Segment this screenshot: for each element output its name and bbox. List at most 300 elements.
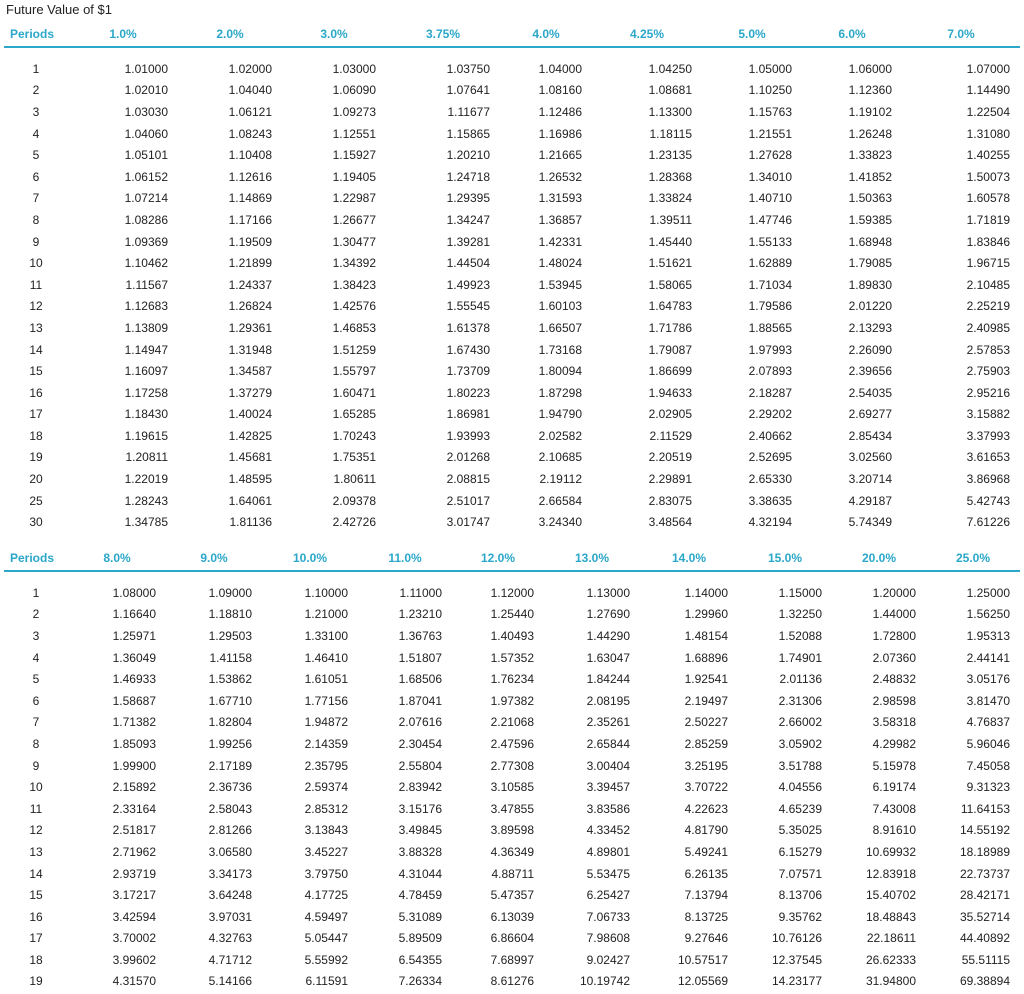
- value-cell: 1.27690: [586, 607, 630, 622]
- period-cell: 10: [29, 780, 43, 795]
- value-cell: 5.74349: [848, 515, 892, 530]
- value-cell: 1.68506: [398, 672, 442, 687]
- value-cell: 1.20811: [125, 450, 168, 465]
- value-cell: 3.37993: [966, 428, 1010, 443]
- value-cell: 1.94633: [648, 385, 692, 400]
- value-cell: 6.26135: [684, 866, 728, 881]
- value-cell: 3.20714: [848, 472, 892, 487]
- value-cell: 1.53862: [208, 672, 252, 687]
- value-cell: 1.48024: [538, 256, 582, 271]
- table-row: [4, 884, 1020, 906]
- value-cell: 1.09273: [332, 104, 376, 119]
- value-cell: 15.40702: [865, 888, 916, 903]
- value-cell: 9.02427: [586, 952, 630, 967]
- value-cell: 22.18611: [866, 931, 916, 946]
- value-cell: 1.18810: [208, 607, 252, 622]
- table-row: [4, 841, 1020, 863]
- value-cell: 28.42171: [959, 888, 1010, 903]
- value-cell: 2.77308: [490, 758, 534, 773]
- value-cell: 1.12360: [848, 83, 892, 98]
- value-cell: 4.36349: [490, 844, 534, 859]
- table-row: [4, 209, 1020, 231]
- value-cell: 2.19112: [539, 472, 582, 487]
- value-cell: 1.36049: [112, 650, 156, 665]
- table-row: [4, 360, 1020, 382]
- table-row: [4, 339, 1020, 361]
- value-cell: 1.31948: [228, 342, 272, 357]
- periods-header: Periods: [4, 546, 68, 571]
- value-cell: 1.25000: [966, 585, 1010, 600]
- value-cell: 4.29187: [848, 493, 892, 508]
- table-row: [4, 928, 1020, 950]
- period-cell: 8: [32, 736, 40, 751]
- rate-header: 12.0%: [452, 546, 544, 571]
- value-cell: 1.40024: [228, 407, 272, 422]
- value-cell: 4.76837: [966, 715, 1010, 730]
- value-cell: 2.39656: [848, 364, 892, 379]
- value-cell: 26.62333: [865, 952, 916, 967]
- value-cell: 1.15865: [446, 126, 490, 141]
- value-cell: 1.11567: [125, 277, 168, 292]
- value-cell: 1.29960: [684, 607, 728, 622]
- value-cell: 1.80094: [538, 364, 582, 379]
- value-cell: 2.66002: [778, 715, 822, 730]
- value-cell: 6.54355: [398, 952, 442, 967]
- value-cell: 1.21665: [538, 148, 582, 163]
- value-cell: 5.49241: [684, 844, 728, 859]
- value-cell: 1.32250: [778, 607, 822, 622]
- value-cell: 1.67430: [446, 342, 490, 357]
- period-cell: 30: [29, 515, 43, 530]
- value-cell: 1.19615: [124, 428, 168, 443]
- period-cell: 14: [29, 866, 43, 881]
- value-cell: 1.18430: [124, 407, 168, 422]
- value-cell: 1.11000: [399, 585, 442, 600]
- period-cell: 9: [32, 234, 40, 249]
- value-cell: 1.79586: [748, 299, 792, 314]
- value-cell: 1.58687: [112, 693, 156, 708]
- table-row: [4, 80, 1020, 102]
- value-cell: 2.51017: [446, 493, 490, 508]
- table-row: [4, 144, 1020, 166]
- value-cell: 2.57853: [966, 342, 1010, 357]
- value-cell: 1.02000: [228, 61, 272, 76]
- table-row: [4, 625, 1020, 647]
- value-cell: 1.06000: [848, 61, 892, 76]
- value-cell: 1.71786: [648, 320, 692, 335]
- value-cell: 1.86981: [446, 407, 490, 422]
- period-cell: 5: [32, 672, 40, 687]
- value-cell: 1.82804: [208, 715, 252, 730]
- value-cell: 2.85434: [848, 428, 892, 443]
- value-cell: 1.71819: [966, 212, 1010, 227]
- value-cell: 1.75351: [332, 450, 376, 465]
- value-cell: 1.77156: [304, 693, 348, 708]
- value-cell: 1.34392: [332, 256, 376, 271]
- value-cell: 2.17189: [208, 758, 252, 773]
- value-cell: 8.13725: [684, 909, 728, 924]
- value-cell: 2.10685: [538, 450, 582, 465]
- value-cell: 4.17725: [304, 888, 348, 903]
- value-cell: 1.34587: [228, 364, 272, 379]
- period-cell: 16: [29, 909, 43, 924]
- value-cell: 3.15176: [398, 801, 442, 816]
- value-cell: 1.57352: [490, 650, 534, 665]
- value-cell: 1.76234: [490, 672, 534, 687]
- value-cell: 2.08195: [586, 693, 630, 708]
- table-row: [4, 668, 1020, 690]
- table-row: [4, 490, 1020, 512]
- table-row: [4, 101, 1020, 123]
- table-row: [4, 425, 1020, 447]
- value-cell: 4.88711: [491, 866, 534, 881]
- value-cell: 2.21068: [490, 715, 534, 730]
- value-cell: 3.64248: [208, 888, 252, 903]
- value-cell: 1.50363: [848, 191, 892, 206]
- period-cell: 18: [29, 952, 43, 967]
- value-cell: 3.99602: [112, 952, 156, 967]
- value-cell: 3.02560: [848, 450, 892, 465]
- value-cell: 69.38894: [959, 974, 1010, 989]
- value-cell: 2.25219: [966, 299, 1010, 314]
- value-cell: 1.24337: [228, 277, 272, 292]
- table-row: [4, 468, 1020, 490]
- value-cell: 1.87041: [398, 693, 442, 708]
- value-cell: 6.15279: [778, 844, 822, 859]
- period-cell: 14: [29, 342, 43, 357]
- period-cell: 7: [32, 191, 40, 206]
- value-cell: 7.26334: [398, 974, 442, 989]
- value-cell: 1.14000: [684, 585, 728, 600]
- value-cell: 10.69932: [865, 844, 916, 859]
- value-cell: 2.40985: [966, 320, 1010, 335]
- value-cell: 1.92541: [684, 672, 728, 687]
- table-header-row: [4, 22, 1020, 47]
- value-cell: 1.29503: [208, 628, 252, 643]
- value-cell: 1.22987: [332, 191, 376, 206]
- value-cell: 1.38423: [332, 277, 376, 292]
- value-cell: 3.45227: [304, 844, 348, 859]
- value-cell: 5.42743: [966, 493, 1010, 508]
- value-cell: 1.03000: [332, 61, 376, 76]
- value-cell: 1.79087: [648, 342, 692, 357]
- value-cell: 5.31089: [398, 909, 442, 924]
- period-cell: 19: [29, 974, 43, 989]
- value-cell: 1.34010: [748, 169, 792, 184]
- table-row: [4, 274, 1020, 296]
- value-cell: 1.36763: [398, 628, 442, 643]
- value-cell: 1.06090: [332, 83, 376, 98]
- value-cell: 1.23210: [398, 607, 442, 622]
- rate-header: 8.0%: [68, 546, 166, 571]
- value-cell: 1.45440: [648, 234, 692, 249]
- value-cell: 1.51621: [648, 256, 692, 271]
- value-cell: 3.10585: [490, 780, 534, 795]
- page-title: Future Value of $1: [6, 2, 112, 17]
- period-cell: 2: [32, 607, 40, 622]
- period-cell: 1: [32, 585, 40, 600]
- value-cell: 6.86604: [490, 931, 534, 946]
- value-cell: 22.73737: [959, 866, 1010, 881]
- value-cell: 1.44290: [586, 628, 630, 643]
- value-cell: 1.42331: [538, 234, 582, 249]
- rate-header: 3.75%: [386, 22, 500, 47]
- value-cell: 8.91610: [872, 823, 916, 838]
- value-cell: 9.27646: [684, 931, 728, 946]
- value-cell: 9.35762: [778, 909, 822, 924]
- table-row: [4, 317, 1020, 339]
- value-cell: 1.15927: [332, 148, 376, 163]
- value-cell: 1.97993: [748, 342, 792, 357]
- value-cell: 3.34173: [208, 866, 252, 881]
- table-row: [4, 58, 1020, 80]
- period-cell: 15: [29, 888, 43, 903]
- value-cell: 1.64783: [648, 299, 692, 314]
- value-cell: 1.05000: [748, 61, 792, 76]
- value-cell: 2.42726: [332, 515, 376, 530]
- table-row: [4, 863, 1020, 885]
- value-cell: 2.55804: [398, 758, 442, 773]
- value-cell: 1.08243: [228, 126, 272, 141]
- value-cell: 14.23177: [771, 974, 822, 989]
- value-cell: 2.09378: [332, 493, 376, 508]
- value-cell: 12.05569: [677, 974, 728, 989]
- value-cell: 2.75903: [966, 364, 1010, 379]
- value-cell: 1.71034: [748, 277, 792, 292]
- period-cell: 13: [29, 844, 43, 859]
- value-cell: 1.86699: [648, 364, 692, 379]
- period-cell: 20: [29, 472, 43, 487]
- value-cell: 1.95313: [966, 628, 1010, 643]
- value-cell: 2.31306: [778, 693, 822, 708]
- value-cell: 3.83586: [586, 801, 630, 816]
- value-cell: 1.16097: [124, 364, 168, 379]
- value-cell: 1.65285: [332, 407, 376, 422]
- table-header-row: [4, 546, 1020, 571]
- value-cell: 2.85259: [684, 736, 728, 751]
- value-cell: 1.70243: [332, 428, 376, 443]
- table-row: [4, 582, 1020, 604]
- table-row: [4, 252, 1020, 274]
- value-cell: 2.35261: [586, 715, 630, 730]
- period-cell: 12: [29, 823, 43, 838]
- period-cell: 7: [32, 715, 40, 730]
- period-cell: 6: [32, 693, 40, 708]
- value-cell: 6.13039: [490, 909, 534, 924]
- value-cell: 1.64061: [228, 493, 272, 508]
- value-cell: 1.26248: [848, 126, 892, 141]
- period-cell: 13: [29, 320, 43, 335]
- value-cell: 1.14490: [966, 83, 1010, 98]
- value-cell: 1.16986: [538, 126, 582, 141]
- value-cell: 1.17166: [228, 212, 272, 227]
- value-cell: 2.26090: [848, 342, 892, 357]
- value-cell: 3.13843: [304, 823, 348, 838]
- value-cell: 7.68997: [490, 952, 534, 967]
- period-cell: 5: [32, 148, 40, 163]
- period-cell: 19: [29, 450, 43, 465]
- value-cell: 1.55545: [446, 299, 490, 314]
- value-cell: 3.79750: [304, 866, 348, 881]
- value-cell: 2.18287: [748, 385, 792, 400]
- periods-header: Periods: [4, 22, 68, 47]
- value-cell: 4.81790: [684, 823, 728, 838]
- value-cell: 1.41852: [848, 169, 892, 184]
- value-cell: 3.17217: [112, 888, 156, 903]
- value-cell: 1.04250: [648, 61, 692, 76]
- rate-header: 4.25%: [592, 22, 702, 47]
- rate-header: 9.0%: [166, 546, 262, 571]
- value-cell: 1.13300: [648, 104, 692, 119]
- value-cell: 1.97382: [490, 693, 534, 708]
- value-cell: 1.29395: [446, 191, 490, 206]
- value-cell: 1.31080: [966, 126, 1010, 141]
- value-cell: 1.60103: [538, 299, 582, 314]
- value-cell: 7.13794: [684, 888, 728, 903]
- rate-header: 4.0%: [500, 22, 592, 47]
- value-cell: 2.08815: [446, 472, 490, 487]
- value-cell: 1.11677: [447, 104, 490, 119]
- value-cell: 3.97031: [208, 909, 252, 924]
- value-cell: 2.65330: [748, 472, 792, 487]
- value-cell: 1.48154: [684, 628, 728, 643]
- value-cell: 1.80223: [446, 385, 490, 400]
- value-cell: 1.25971: [112, 628, 156, 643]
- value-cell: 1.19405: [332, 169, 376, 184]
- value-cell: 3.05176: [966, 672, 1010, 687]
- value-cell: 1.08000: [112, 585, 156, 600]
- value-cell: 7.43008: [872, 801, 916, 816]
- value-cell: 2.01268: [446, 450, 490, 465]
- value-cell: 4.31044: [398, 866, 442, 881]
- value-cell: 6.11591: [305, 974, 348, 989]
- value-cell: 1.10408: [228, 148, 272, 163]
- value-cell: 1.85093: [112, 736, 156, 751]
- period-cell: 18: [29, 428, 43, 443]
- value-cell: 1.19102: [848, 104, 892, 119]
- table-row: [4, 511, 1020, 533]
- value-cell: 10.57517: [677, 952, 728, 967]
- value-cell: 1.04060: [124, 126, 168, 141]
- value-cell: 1.33824: [648, 191, 692, 206]
- value-cell: 1.51259: [332, 342, 376, 357]
- table-row: [4, 733, 1020, 755]
- value-cell: 1.24718: [446, 169, 490, 184]
- rate-header: 3.0%: [282, 22, 386, 47]
- value-cell: 2.20519: [648, 450, 692, 465]
- table-row: [4, 820, 1020, 842]
- value-cell: 2.40662: [748, 428, 792, 443]
- value-cell: 1.74901: [778, 650, 822, 665]
- value-cell: 2.83942: [398, 780, 442, 795]
- value-cell: 2.07360: [872, 650, 916, 665]
- value-cell: 1.04000: [538, 61, 582, 76]
- value-cell: 3.70002: [112, 931, 156, 946]
- table-row: [4, 447, 1020, 469]
- value-cell: 12.83918: [865, 866, 916, 881]
- value-cell: 1.88565: [748, 320, 792, 335]
- value-cell: 1.30477: [332, 234, 376, 249]
- value-cell: 1.84244: [586, 672, 630, 687]
- value-cell: 1.44000: [872, 607, 916, 622]
- value-cell: 1.16640: [112, 607, 156, 622]
- value-cell: 1.06121: [228, 104, 272, 119]
- value-cell: 1.51807: [398, 650, 442, 665]
- rate-header: 13.0%: [544, 546, 640, 571]
- value-cell: 1.10462: [124, 256, 168, 271]
- value-cell: 1.12000: [490, 585, 534, 600]
- value-cell: 1.66507: [538, 320, 582, 335]
- period-cell: 4: [32, 126, 40, 141]
- value-cell: 1.10000: [304, 585, 348, 600]
- value-cell: 9.31323: [966, 780, 1010, 795]
- period-cell: 17: [29, 931, 43, 946]
- rate-header: 20.0%: [832, 546, 926, 571]
- value-cell: 1.26532: [538, 169, 582, 184]
- value-cell: 1.45681: [228, 450, 272, 465]
- value-cell: 1.22019: [124, 472, 168, 487]
- value-cell: 2.02905: [648, 407, 692, 422]
- value-cell: 2.19497: [684, 693, 728, 708]
- value-cell: 1.28368: [648, 169, 692, 184]
- value-cell: 2.33164: [112, 801, 156, 816]
- value-cell: 3.81470: [966, 693, 1010, 708]
- value-cell: 1.60578: [966, 191, 1010, 206]
- value-cell: 2.54035: [848, 385, 892, 400]
- value-cell: 6.25427: [586, 888, 630, 903]
- value-cell: 7.98608: [586, 931, 630, 946]
- rate-header: 5.0%: [702, 22, 802, 47]
- value-cell: 1.27628: [748, 148, 792, 163]
- value-cell: 1.40255: [966, 148, 1010, 163]
- value-cell: 1.94872: [304, 715, 348, 730]
- value-cell: 2.14359: [304, 736, 348, 751]
- value-cell: 1.34247: [446, 212, 490, 227]
- value-cell: 1.44504: [446, 256, 490, 271]
- value-cell: 1.80611: [333, 472, 376, 487]
- value-cell: 12.37545: [771, 952, 822, 967]
- rate-header: 14.0%: [640, 546, 738, 571]
- value-cell: 3.49845: [398, 823, 442, 838]
- table-row: [4, 949, 1020, 971]
- value-cell: 2.13293: [848, 320, 892, 335]
- value-cell: 1.15763: [748, 104, 792, 119]
- future-value-table-1: [4, 22, 1020, 533]
- value-cell: 3.06580: [208, 844, 252, 859]
- value-cell: 2.11529: [649, 428, 692, 443]
- value-cell: 1.14947: [124, 342, 168, 357]
- value-cell: 1.19509: [228, 234, 272, 249]
- period-cell: 15: [29, 364, 43, 379]
- value-cell: 1.03030: [124, 104, 168, 119]
- value-cell: 1.26677: [332, 212, 376, 227]
- value-cell: 5.96046: [966, 736, 1010, 751]
- value-cell: 1.53945: [538, 277, 582, 292]
- value-cell: 3.88328: [398, 844, 442, 859]
- value-cell: 3.58318: [872, 715, 916, 730]
- value-cell: 1.42576: [332, 299, 376, 314]
- rate-header: 10.0%: [262, 546, 358, 571]
- value-cell: 2.50227: [684, 715, 728, 730]
- value-cell: 1.26824: [228, 299, 272, 314]
- value-cell: 1.34785: [124, 515, 168, 530]
- value-cell: 5.55992: [304, 952, 348, 967]
- table-row: [4, 188, 1020, 210]
- value-cell: 2.01220: [848, 299, 892, 314]
- value-cell: 2.69277: [848, 407, 892, 422]
- value-cell: 4.33452: [586, 823, 630, 838]
- value-cell: 1.39511: [649, 212, 692, 227]
